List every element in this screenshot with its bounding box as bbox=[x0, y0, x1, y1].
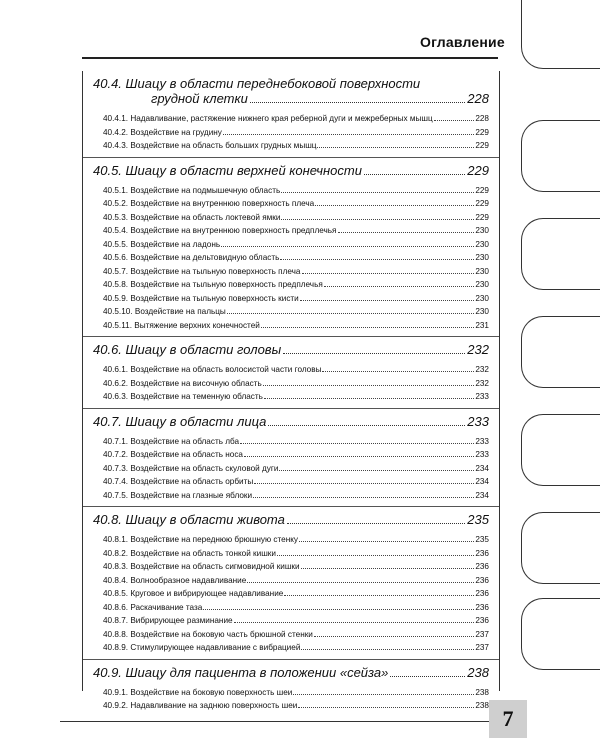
toc-entry[interactable] bbox=[103, 489, 489, 503]
page-title: Оглавление bbox=[420, 34, 505, 50]
toc-entry[interactable] bbox=[103, 126, 489, 140]
entry-page: 233 bbox=[475, 450, 489, 459]
dot-leader bbox=[322, 371, 474, 372]
entry-title: 40.6.3. Воздействие на теменную область bbox=[103, 392, 263, 401]
toc-entry[interactable] bbox=[103, 292, 489, 306]
entry-page: 230 bbox=[475, 226, 489, 235]
toc-entry[interactable] bbox=[103, 601, 489, 615]
entry-title: 40.8.7. Вибрирующее разминание bbox=[103, 616, 233, 625]
toc-entry[interactable] bbox=[103, 533, 489, 547]
dot-leader bbox=[284, 595, 474, 596]
dot-leader bbox=[244, 456, 474, 457]
toc-entry[interactable] bbox=[103, 435, 489, 449]
section-title: 40.5. Шиацу в области верхней конечности bbox=[93, 162, 362, 178]
entry-page: 236 bbox=[475, 548, 489, 558]
entry-title: 40.4.1. Надавливание, растяжение нижнего края реберной дуги и межреберных мышц bbox=[103, 114, 433, 123]
section-page: 233 bbox=[467, 413, 489, 429]
dot-leader bbox=[280, 259, 474, 260]
section-heading[interactable] bbox=[83, 71, 499, 112]
toc-entry[interactable] bbox=[103, 448, 489, 462]
section-heading[interactable] bbox=[83, 337, 499, 363]
footer-rule bbox=[60, 721, 490, 722]
toc-entry[interactable] bbox=[103, 251, 489, 265]
dot-leader bbox=[279, 470, 474, 471]
entry-title: 40.8.8. Воздействие на боковую часть брюшной стенки bbox=[103, 629, 313, 639]
dot-leader bbox=[314, 636, 474, 637]
entry-page: 233 bbox=[475, 392, 489, 401]
table-of-contents bbox=[82, 71, 500, 710]
thumb-tab bbox=[521, 512, 600, 584]
section-title: 40.6. Шиацу в области головы bbox=[93, 342, 282, 357]
dot-leader bbox=[283, 353, 465, 354]
dot-leader bbox=[324, 286, 475, 287]
entry-title: 40.5.2. Воздействие на внутреннюю поверхность плеча bbox=[103, 199, 315, 208]
dot-leader bbox=[227, 313, 475, 314]
section-heading[interactable] bbox=[83, 507, 499, 533]
entry-page: 229 bbox=[475, 141, 489, 150]
entry-page: 236 bbox=[475, 575, 489, 585]
dot-leader bbox=[300, 300, 475, 301]
toc-section bbox=[83, 157, 499, 337]
toc-entry[interactable] bbox=[103, 547, 489, 561]
entry-title: 40.4.2. Воздействие на грудину bbox=[103, 127, 222, 137]
dot-leader bbox=[301, 649, 474, 650]
entry-title: 40.8.5. Круговое и вибрирующее надавливание bbox=[103, 589, 284, 598]
entry-title: 40.7.1. Воздействие на область лба bbox=[103, 436, 240, 446]
dot-leader bbox=[254, 483, 474, 484]
toc-section bbox=[83, 506, 499, 659]
entry-title: 40.5.4. Воздействие на внутреннюю поверхность предплечья bbox=[103, 226, 337, 235]
dot-leader bbox=[298, 707, 474, 708]
entry-page: 232 bbox=[475, 378, 489, 388]
entry-page: 236 bbox=[475, 562, 489, 571]
toc-section bbox=[83, 659, 499, 717]
toc-entry[interactable] bbox=[103, 686, 489, 700]
toc-entry[interactable] bbox=[103, 699, 489, 713]
toc-entry[interactable] bbox=[103, 390, 489, 404]
dot-leader bbox=[299, 541, 474, 542]
section-page: 235 bbox=[467, 512, 489, 527]
dot-leader bbox=[240, 443, 474, 444]
entry-list bbox=[83, 686, 499, 717]
entry-page: 231 bbox=[475, 320, 489, 330]
entry-page: 230 bbox=[475, 280, 489, 289]
entry-page: 236 bbox=[475, 616, 489, 625]
entry-page: 230 bbox=[475, 293, 489, 303]
dot-leader bbox=[203, 609, 474, 610]
dot-leader bbox=[364, 174, 465, 175]
section-heading[interactable] bbox=[83, 158, 499, 184]
toc-entry[interactable] bbox=[103, 305, 489, 319]
dot-leader bbox=[293, 694, 474, 695]
dot-leader bbox=[223, 134, 474, 135]
toc-entry[interactable] bbox=[103, 197, 489, 211]
entry-title: 40.7.4. Воздействие на область орбиты bbox=[103, 477, 254, 486]
toc-entry[interactable] bbox=[103, 587, 489, 601]
dot-leader bbox=[281, 192, 474, 193]
entry-title: 40.5.1. Воздействие на подмышечную область bbox=[103, 185, 281, 195]
entry-title: 40.5.11. Вытяжение верхних конечностей bbox=[103, 320, 260, 330]
thumb-tab bbox=[521, 598, 600, 670]
dot-leader bbox=[264, 398, 474, 399]
entry-list bbox=[83, 112, 499, 157]
dot-leader bbox=[234, 622, 475, 623]
dot-leader bbox=[315, 205, 474, 206]
entry-page: 230 bbox=[475, 239, 489, 249]
entry-title: 40.5.6. Воздействие на дельтовидную область bbox=[103, 253, 280, 262]
entry-title: 40.5.7. Воздействие на тыльную поверхность плеча bbox=[103, 266, 301, 276]
entry-list bbox=[83, 363, 499, 408]
header-rule bbox=[82, 57, 498, 59]
dot-leader bbox=[287, 523, 465, 524]
toc-entry[interactable] bbox=[103, 560, 489, 574]
dot-leader bbox=[253, 497, 474, 498]
entry-page: 236 bbox=[475, 602, 489, 612]
toc-entry[interactable] bbox=[103, 139, 489, 153]
dot-leader bbox=[301, 568, 475, 569]
toc-section bbox=[83, 71, 499, 157]
entry-title: 40.5.5. Воздействие на ладонь bbox=[103, 239, 221, 249]
entry-title: 40.5.9. Воздействие на тыльную поверхность кисти bbox=[103, 293, 299, 303]
toc-entry[interactable] bbox=[103, 265, 489, 279]
entry-page: 238 bbox=[475, 701, 489, 710]
entry-page: 235 bbox=[475, 535, 489, 544]
entry-title: 40.7.3. Воздействие на область скуловой дуги bbox=[103, 463, 279, 473]
dot-leader bbox=[221, 246, 474, 247]
entry-page: 233 bbox=[475, 436, 489, 446]
dot-leader bbox=[247, 582, 474, 583]
thumb-tab bbox=[521, 414, 600, 486]
section-title: 40.4. Шиацу в области переднебоковой поверхности bbox=[93, 76, 421, 91]
section-heading[interactable] bbox=[83, 660, 499, 686]
toc-entry[interactable] bbox=[103, 475, 489, 489]
toc-entry[interactable] bbox=[103, 238, 489, 252]
entry-page: 234 bbox=[475, 463, 489, 473]
section-title: 40.9. Шиацу для пациента в положении «сейза» bbox=[93, 664, 389, 680]
entry-page: 236 bbox=[475, 589, 489, 598]
dot-leader bbox=[250, 102, 465, 103]
section-page: 232 bbox=[467, 342, 489, 357]
dot-leader bbox=[390, 676, 465, 677]
toc-entry[interactable] bbox=[103, 224, 489, 238]
entry-page: 229 bbox=[475, 199, 489, 208]
entry-list bbox=[83, 184, 499, 337]
dot-leader bbox=[277, 555, 474, 556]
dot-leader bbox=[317, 147, 474, 148]
entry-title: 40.6.1. Воздействие на область волосистой части головы bbox=[103, 365, 322, 374]
entry-title: 40.8.6. Раскачивание таза bbox=[103, 602, 203, 612]
entry-list bbox=[83, 435, 499, 507]
section-page: 228 bbox=[467, 91, 489, 106]
thumb-tab bbox=[521, 0, 600, 69]
entry-title: 40.5.3. Воздействие на область локтевой ямки bbox=[103, 212, 281, 222]
section-page: 229 bbox=[467, 162, 489, 178]
section-title: 40.7. Шиацу в области лица bbox=[93, 413, 267, 429]
entry-title: 40.8.9. Стимулирующее надавливание с вибрацией bbox=[103, 643, 301, 652]
entry-page: 229 bbox=[475, 185, 489, 195]
thumb-tab bbox=[521, 120, 600, 192]
page-number: 7 bbox=[489, 700, 527, 738]
entry-title: 40.9.2. Надавливание на заднюю поверхность шеи bbox=[103, 701, 298, 710]
toc-entry[interactable] bbox=[103, 641, 489, 655]
entry-title: 40.9.1. Воздействие на боковую поверхность шеи bbox=[103, 687, 293, 697]
entry-page: 234 bbox=[475, 490, 489, 500]
section-heading[interactable] bbox=[83, 409, 499, 435]
toc-entry[interactable] bbox=[103, 112, 489, 126]
dot-leader bbox=[268, 425, 465, 426]
dot-leader bbox=[338, 232, 475, 233]
entry-page: 237 bbox=[475, 643, 489, 652]
entry-title: 40.8.3. Воздействие на область сигмовидной кишки bbox=[103, 562, 300, 571]
entry-title: 40.7.5. Воздействие на глазные яблоки bbox=[103, 490, 253, 500]
toc-entry[interactable] bbox=[103, 462, 489, 476]
toc-entry[interactable] bbox=[103, 377, 489, 391]
toc-entry[interactable] bbox=[103, 278, 489, 292]
entry-title: 40.8.4. Волнообразное надавливание bbox=[103, 575, 247, 585]
toc-entry[interactable] bbox=[103, 184, 489, 198]
dot-leader bbox=[263, 385, 475, 386]
entry-page: 237 bbox=[475, 629, 489, 639]
toc-entry[interactable] bbox=[103, 614, 489, 628]
entry-page: 228 bbox=[475, 114, 489, 123]
thumb-tab bbox=[521, 218, 600, 290]
toc-entry[interactable] bbox=[103, 574, 489, 588]
section-title: 40.8. Шиацу в области живота bbox=[93, 512, 285, 527]
dot-leader bbox=[302, 273, 475, 274]
entry-title: 40.5.8. Воздействие на тыльную поверхность предплечья bbox=[103, 280, 323, 289]
thumb-tab bbox=[521, 316, 600, 388]
toc-section bbox=[83, 336, 499, 408]
entry-title: 40.4.3. Воздействие на область больших грудных мышц bbox=[103, 141, 317, 150]
toc-entry[interactable] bbox=[103, 628, 489, 642]
entry-page: 234 bbox=[475, 477, 489, 486]
entry-page: 232 bbox=[475, 365, 489, 374]
entry-page: 229 bbox=[475, 212, 489, 222]
toc-entry[interactable] bbox=[103, 211, 489, 225]
entry-title: 40.6.2. Воздействие на височную область bbox=[103, 378, 262, 388]
entry-page: 229 bbox=[475, 127, 489, 137]
entry-page: 230 bbox=[475, 266, 489, 276]
entry-page: 238 bbox=[475, 687, 489, 697]
entry-page: 230 bbox=[475, 307, 489, 316]
entry-title: 40.8.1. Воздействие на переднюю брюшную стенку bbox=[103, 535, 299, 544]
entry-page: 230 bbox=[475, 253, 489, 262]
entry-title: 40.5.10. Воздействие на пальцы bbox=[103, 307, 226, 316]
section-title: грудной клетки bbox=[151, 91, 248, 106]
toc-section bbox=[83, 408, 499, 507]
toc-entry[interactable] bbox=[103, 319, 489, 333]
entry-title: 40.8.2. Воздействие на область тонкой кишки bbox=[103, 548, 276, 558]
dot-leader bbox=[261, 327, 475, 328]
dot-leader bbox=[434, 120, 475, 121]
entry-list bbox=[83, 533, 499, 659]
dot-leader bbox=[281, 219, 474, 220]
entry-title: 40.7.2. Воздействие на область носа bbox=[103, 450, 243, 459]
section-page: 238 bbox=[467, 664, 489, 680]
toc-entry[interactable] bbox=[103, 363, 489, 377]
